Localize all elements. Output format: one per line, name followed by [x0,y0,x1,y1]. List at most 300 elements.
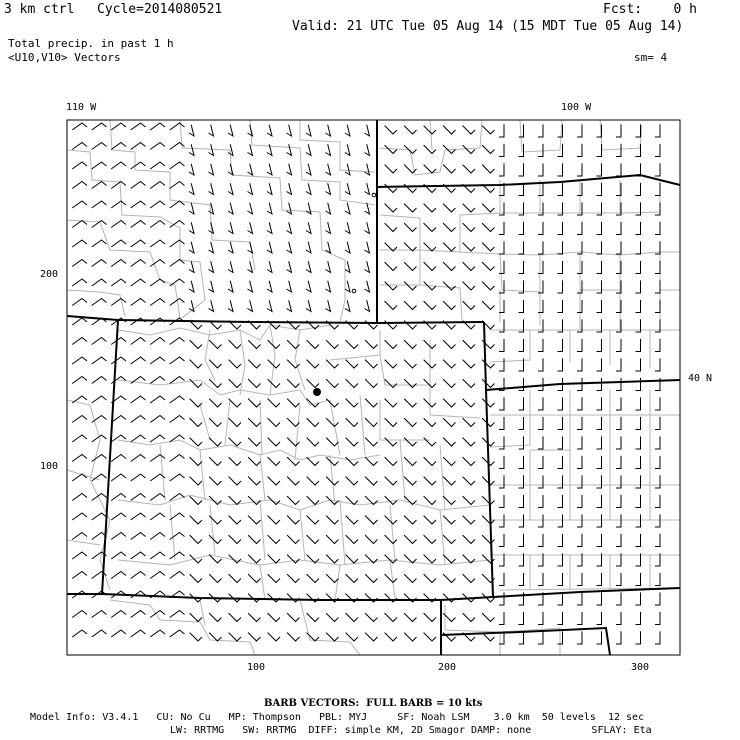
wind-barb [248,340,260,348]
wind-barb [385,613,397,621]
wind-barb [365,535,377,543]
wind-barb [443,340,455,348]
wind-barb [499,436,504,449]
wind-barb [655,436,660,449]
wind-barb [346,516,358,524]
wind-barb [365,360,377,368]
wind-barb [558,222,563,235]
wind-barb [268,418,280,426]
wind-barb [307,418,319,426]
wind-barb [268,613,280,621]
wind-barb [306,300,311,311]
wind-barb [345,300,350,311]
wind-barb [131,318,146,325]
wind-barb [365,261,370,272]
wind-barb [170,533,185,540]
wind-barb [150,240,165,247]
wind-barb [345,164,350,175]
wind-barb [616,475,621,488]
wind-barb [499,339,504,352]
wind-barb [499,573,504,586]
wind-barb [229,633,241,641]
wind-barb [365,183,370,194]
wind-barb [482,360,494,368]
forecast-hour: Fcst: 0 h [603,2,697,17]
wind-barb [72,123,87,130]
wind-barb [597,378,602,391]
wind-barb [365,438,377,446]
wind-barb [443,516,455,524]
wind-barb [189,144,194,155]
wind-barb [577,358,582,371]
wind-barb [72,299,87,306]
wind-barb [655,592,660,605]
wind-barb [424,555,436,563]
wind-barb [655,495,660,508]
wind-barb [190,633,202,641]
wind-barb [229,516,241,524]
wind-barb [307,340,319,348]
wind-barb [424,262,436,270]
wind-barb [111,240,126,247]
wind-barb [228,300,233,311]
wind-barb [443,360,455,368]
wind-barb [577,397,582,410]
wind-barb [558,612,563,625]
wind-barb [150,299,165,306]
wind-barb [616,592,621,605]
wind-barb [597,612,602,625]
wind-barb [499,358,504,371]
wind-barb [443,282,455,290]
wind-barb [267,164,272,175]
wind-barb [577,339,582,352]
wind-barb [150,513,165,520]
wind-barb [287,379,299,387]
wind-barb [190,360,202,368]
wind-barb [209,477,221,485]
wind-barb [538,573,543,586]
wind-barb [424,633,436,641]
wind-barb [92,279,107,286]
model-info-line-2: LW: RRTMG SW: RRTMG DIFF: simple KM, 2D Smagor DAMP: none SFLAY: Eta [170,725,652,736]
wind-barb [519,378,524,391]
wind-barb [482,204,494,212]
wind-barb [229,613,241,621]
wind-barb [616,358,621,371]
wind-barb [404,516,416,524]
wind-barb [443,301,455,309]
wind-barb [538,495,543,508]
wind-barb [190,438,202,446]
wind-barb [150,435,165,442]
wind-barb [229,418,241,426]
wind-barb [248,399,260,407]
wind-barb [229,399,241,407]
wind-barb [170,611,185,618]
wind-barb [365,222,370,233]
wind-barb [404,633,416,641]
wind-barb [345,183,350,194]
wind-barb [463,223,475,231]
wind-barb [190,457,202,465]
wind-barb [326,300,331,311]
wind-barb [209,281,214,292]
wind-barb [577,534,582,547]
wind-barb [326,516,338,524]
wind-barb [326,360,338,368]
wind-barb [287,164,292,175]
wind-barb [577,436,582,449]
wind-barb [616,514,621,527]
wind-barb [326,613,338,621]
wind-barb [189,281,194,292]
wind-barb [519,612,524,625]
wind-barb [519,261,524,274]
wind-barb [287,496,299,504]
wind-barb [209,300,214,311]
wind-barb [636,222,641,235]
wind-barb [577,144,582,157]
wind-barb [404,360,416,368]
wind-barb [111,513,126,520]
wind-barb [111,123,126,130]
wind-barb [268,379,280,387]
wind-barb [424,145,436,153]
wind-barb [111,494,126,501]
wind-barb [326,144,331,155]
wind-barb [287,535,299,543]
wind-barb [267,261,272,272]
wind-barb [72,533,87,540]
wind-barb [499,163,504,176]
wind-barb [499,534,504,547]
wind-barb [558,280,563,293]
wind-barb [131,474,146,481]
wind-barb [597,631,602,644]
wind-barb [424,613,436,621]
wind-barb [345,242,350,253]
wind-barb [170,396,185,403]
wind-barb [92,377,107,384]
wind-barb [597,436,602,449]
wind-barb [616,397,621,410]
wind-barb [111,299,126,306]
wind-barb [365,144,370,155]
wind-barb [72,513,87,520]
wind-barb [424,243,436,251]
wind-barb [287,633,299,641]
wind-barb [424,457,436,465]
wind-barb [170,123,185,130]
wind-barb [72,455,87,462]
wind-barb [150,552,165,559]
wind-barb [365,281,370,292]
wind-barb [268,555,280,563]
wind-barb [72,552,87,559]
wind-barb [655,300,660,313]
wind-barb [229,496,241,504]
wind-barb [463,204,475,212]
wind-barb [111,533,126,540]
wind-barb [519,339,524,352]
wind-barb [92,201,107,208]
wind-barb [209,379,221,387]
wind-barb [287,222,292,233]
wind-barb [482,301,494,309]
wind-barb [170,338,185,345]
wind-barb [424,204,436,212]
wind-barb [655,261,660,274]
wind-barb [209,144,214,155]
wind-barb [209,613,221,621]
wind-barb [519,534,524,547]
wind-barb [267,203,272,214]
wind-barb [326,203,331,214]
wind-barb [345,144,350,155]
wind-barb [131,572,146,579]
wind-barb [346,613,358,621]
wind-barb [365,516,377,524]
wind-barb [655,514,660,527]
wind-barb [248,633,260,641]
wind-barb [636,300,641,313]
wind-barb [538,124,543,137]
wind-barb [248,496,260,504]
wind-barb [326,535,338,543]
wind-barb [558,261,563,274]
wind-barb [170,182,185,189]
wind-barb [538,436,543,449]
wind-barb [404,457,416,465]
wind-barb [72,435,87,442]
wind-barb [248,261,253,272]
wind-barb [655,612,660,625]
wind-barb [287,477,299,485]
wind-barb [131,455,146,462]
wind-barb [385,184,397,192]
wind-barb [131,630,146,637]
wind-barb [209,164,214,175]
wind-barb [131,221,146,228]
wind-barb [346,633,358,641]
wind-barb [558,163,563,176]
wind-barb [150,201,165,208]
wind-barb [229,535,241,543]
wind-barb [616,417,621,430]
wind-barb [424,438,436,446]
wind-barb [248,222,253,233]
wind-barb [385,457,397,465]
wind-barb [385,223,397,231]
wind-barb [636,280,641,293]
wind-barb [499,514,504,527]
wind-barb [131,611,146,618]
wind-barb [463,457,475,465]
wind-barb [636,202,641,215]
wind-barb [306,261,311,272]
wind-barb [111,182,126,189]
wind-barb [558,417,563,430]
wind-barb [267,183,272,194]
wind-barb [189,261,194,272]
wind-barb [424,165,436,173]
wind-barb [404,418,416,426]
wind-barb [72,260,87,267]
wind-barb [655,475,660,488]
wind-barb [365,477,377,485]
wind-barb [636,456,641,469]
wind-barb [424,223,436,231]
wind-barb [636,261,641,274]
wind-barb [636,417,641,430]
wind-barb [111,338,126,345]
wind-barb [597,163,602,176]
wind-barb [443,418,455,426]
wind-barb [443,477,455,485]
wind-barb [636,358,641,371]
wind-barb [655,202,660,215]
wind-barb [499,612,504,625]
wind-barb [616,631,621,644]
wind-barb [345,281,350,292]
wind-barb [365,418,377,426]
wind-barb [424,301,436,309]
wind-barb [150,143,165,150]
wind-barb [558,183,563,196]
wind-barb [597,573,602,586]
wind-barb [306,125,311,136]
wind-barb [111,201,126,208]
wind-barb [538,475,543,488]
wind-barb [616,378,621,391]
wind-barb [482,126,494,134]
wind-barb [404,282,416,290]
wind-barb [268,457,280,465]
wind-barb [655,183,660,196]
wind-barb [228,203,233,214]
wind-barb [170,201,185,208]
wind-barb [307,613,319,621]
wind-barb [499,417,504,430]
wind-barb [190,516,202,524]
wind-barb [170,552,185,559]
wind-barb [616,495,621,508]
wind-barb [385,282,397,290]
wind-barb [482,613,494,621]
wind-barb [190,535,202,543]
wind-barb [72,630,87,637]
wind-barb [307,516,319,524]
wind-barb [385,477,397,485]
wind-barb [92,630,107,637]
wind-barb [111,357,126,364]
wind-barb [228,261,233,272]
wind-barb [365,574,377,582]
wind-barb [287,300,292,311]
wind-barb [228,281,233,292]
wind-barb [92,162,107,169]
wind-barb [111,162,126,169]
wind-barb [385,165,397,173]
wind-barb [307,438,319,446]
wind-barb [72,201,87,208]
wind-barb [287,183,292,194]
wind-barb [538,417,543,430]
wind-barb [482,165,494,173]
wind-barb [248,418,260,426]
wind-barb [424,418,436,426]
wind-barb [248,574,260,582]
wind-barb [463,282,475,290]
wind-barb [616,339,621,352]
wind-barb [72,396,87,403]
lon-label-110w: 110 W [66,102,97,113]
wind-barb [189,222,194,233]
wind-barb [307,574,319,582]
wind-barb [463,496,475,504]
x-tick-300: 300 [631,662,650,673]
wind-barb [597,280,602,293]
wind-barb [248,477,260,485]
wind-barb [443,243,455,251]
wind-barb [616,124,621,137]
wind-barb [72,377,87,384]
wind-barb [345,203,350,214]
wind-barb [111,552,126,559]
wind-barb [287,516,299,524]
wind-barb [365,613,377,621]
wind-barb [463,126,475,134]
wind-barb [307,379,319,387]
wind-barb [72,279,87,286]
wind-barb [597,495,602,508]
wind-barb [72,182,87,189]
wind-barb [248,183,253,194]
wind-barb [443,223,455,231]
wind-barb [482,399,494,407]
wind-barb [248,555,260,563]
wind-barb [519,144,524,157]
wind-barb [170,474,185,481]
wind-barb [150,279,165,286]
wind-barb [346,360,358,368]
wind-barb [131,513,146,520]
wind-barb [346,574,358,582]
wind-barb [346,340,358,348]
wind-barb [131,143,146,150]
wind-barb [228,164,233,175]
wind-barb [229,457,241,465]
wind-barb [326,555,338,563]
wind-barb [268,438,280,446]
wind-barb [190,574,202,582]
wind-barb [346,477,358,485]
wind-barb [150,494,165,501]
wind-barb [267,281,272,292]
wind-barb [92,299,107,306]
wind-barb [558,358,563,371]
wind-barb [131,416,146,423]
wind-barb [92,513,107,520]
wind-barb [655,456,660,469]
wind-barb [170,357,185,364]
wind-barb [577,163,582,176]
wind-barb [131,201,146,208]
wind-barb [287,242,292,253]
wind-barb [228,242,233,253]
wind-barb [307,457,319,465]
